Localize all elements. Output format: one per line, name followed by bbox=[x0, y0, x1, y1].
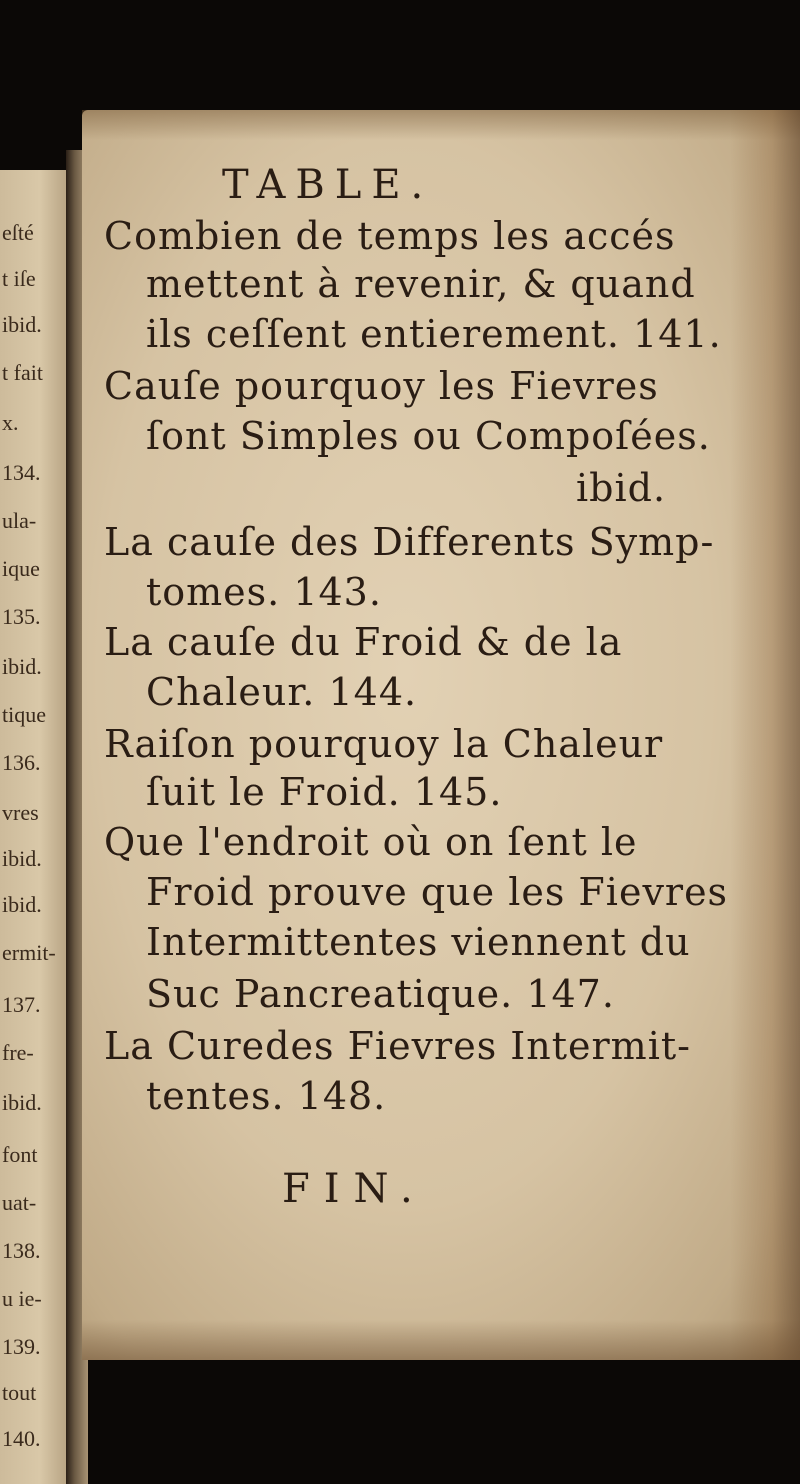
margin-fragment: tique bbox=[2, 702, 46, 727]
margin-fragment: ibid. bbox=[2, 1090, 42, 1115]
margin-fragment: vres bbox=[2, 800, 39, 825]
entry-line: Intermittentes viennent du bbox=[146, 920, 691, 964]
entry-line: Froid prouve que les Fievres bbox=[146, 870, 729, 914]
entry-line: tentes. 148. bbox=[146, 1074, 387, 1118]
page-top-shadow bbox=[82, 110, 800, 140]
margin-fragment: ula- bbox=[2, 508, 37, 533]
margin-fragment: ermit- bbox=[2, 940, 56, 965]
entry-line: Que l'endroit où on ſent le bbox=[104, 820, 638, 864]
closing-fin: FIN. bbox=[282, 1166, 427, 1212]
margin-fragment: 134. bbox=[2, 460, 41, 485]
margin-fragment: font bbox=[2, 1142, 38, 1167]
entry-line: La cauſe des Differents Symp- bbox=[104, 520, 715, 564]
margin-fragment: 135. bbox=[2, 604, 41, 629]
margin-fragment: t iſe bbox=[2, 266, 36, 291]
entry-line: tomes. 143. bbox=[146, 570, 382, 614]
margin-fragment: eſté bbox=[2, 220, 34, 245]
margin-fragment: ibid. bbox=[2, 892, 42, 917]
entry-line: Suc Pancreatique. 147. bbox=[146, 972, 615, 1016]
entry-line: ſont Simples ou Compoſées. bbox=[146, 414, 711, 458]
margin-fragment: 138. bbox=[2, 1238, 41, 1263]
margin-fragment: 139. bbox=[2, 1334, 41, 1359]
margin-fragment: t fait bbox=[2, 360, 43, 385]
left-page bbox=[0, 170, 66, 1484]
entry-line: La Curedes Fievres Intermit- bbox=[104, 1024, 691, 1068]
entry-page-ref: ibid. bbox=[576, 466, 667, 510]
margin-fragment: 137. bbox=[2, 992, 41, 1017]
entry-line: Raiſon pourquoy la Chaleur bbox=[104, 722, 664, 766]
margin-fragment: ibid. bbox=[2, 846, 42, 871]
margin-fragment: ibid. bbox=[2, 654, 42, 679]
page-bottom-shadow bbox=[82, 1320, 800, 1360]
margin-fragment: u ie- bbox=[2, 1286, 42, 1311]
entry-line: La cauſe du Froid & de la bbox=[104, 620, 623, 664]
entry-line: Cauſe pourquoy les Fievres bbox=[104, 364, 659, 408]
margin-fragment: ibid. bbox=[2, 312, 42, 337]
margin-fragment: x. bbox=[2, 410, 19, 435]
margin-fragment: ique bbox=[2, 556, 40, 581]
entry-line: mettent à revenir, & quand bbox=[146, 262, 696, 306]
entry-line: ſuit le Froid. 145. bbox=[146, 770, 503, 814]
entry-line: ils ceſſent entierement. 141. bbox=[146, 312, 722, 356]
entry-line: Chaleur. 144. bbox=[146, 670, 418, 714]
margin-fragment: tout bbox=[2, 1380, 37, 1405]
margin-fragment: 140. bbox=[2, 1426, 41, 1451]
margin-fragment: fre- bbox=[2, 1040, 34, 1065]
page-header: TABLE. bbox=[222, 162, 434, 208]
margin-fragment: 136. bbox=[2, 750, 41, 775]
margin-fragment: uat- bbox=[2, 1190, 37, 1215]
entry-line: Combien de temps les accés bbox=[104, 214, 676, 258]
page-edge-shadow bbox=[730, 110, 800, 1360]
